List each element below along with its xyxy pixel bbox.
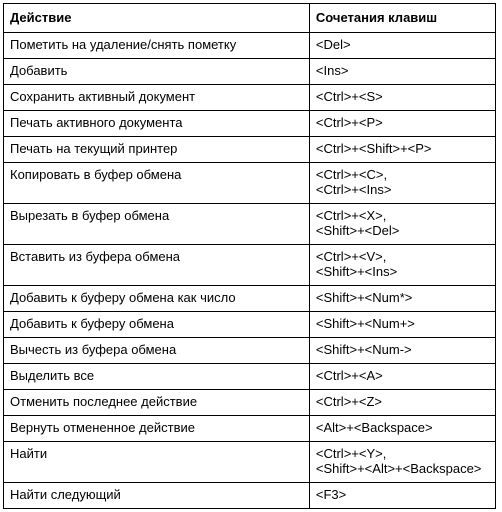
table-row	[4, 416, 496, 442]
shortcuts-table	[3, 3, 496, 509]
table-row	[4, 286, 496, 312]
shortcut-cell: <Ins>	[309, 59, 495, 85]
shortcut-cell: <Ctrl>+<X>, <Shift>+<Del>	[309, 204, 495, 245]
shortcut-cell: <Shift>+<Num*>	[309, 286, 495, 312]
table-row	[4, 204, 496, 245]
shortcut-cell: <Ctrl>+<Z>	[309, 390, 495, 416]
table-row	[4, 483, 496, 509]
table-row	[4, 245, 496, 286]
shortcut-cell: <Ctrl>+<P>	[309, 111, 495, 137]
action-cell: Добавить к буферу обмена	[4, 312, 310, 338]
table-row	[4, 33, 496, 59]
header-shortcut: Сочетания клавиш	[309, 4, 495, 33]
shortcut-cell: <Del>	[309, 33, 495, 59]
shortcut-cell: <Alt>+<Backspace>	[309, 416, 495, 442]
shortcut-cell: <Shift>+<Num->	[309, 338, 495, 364]
shortcut-cell: <Ctrl>+<Y>, <Shift>+<Alt>+<Backspace>	[309, 442, 495, 483]
action-cell: Пометить на удаление/снять пометку	[4, 33, 310, 59]
action-cell: Отменить последнее действие	[4, 390, 310, 416]
action-cell: Сохранить активный документ	[4, 85, 310, 111]
action-cell: Вычесть из буфера обмена	[4, 338, 310, 364]
action-cell: Печать на текущий принтер	[4, 137, 310, 163]
shortcut-cell: <Ctrl>+<S>	[309, 85, 495, 111]
shortcut-cell: <Ctrl>+<C>, <Ctrl>+<Ins>	[309, 163, 495, 204]
table-row	[4, 111, 496, 137]
table-row	[4, 137, 496, 163]
action-cell: Вернуть отмененное действие	[4, 416, 310, 442]
table-header-row	[4, 4, 496, 33]
table-row	[4, 338, 496, 364]
shortcut-cell: <Ctrl>+<V>, <Shift>+<Ins>	[309, 245, 495, 286]
shortcut-cell: <Ctrl>+<A>	[309, 364, 495, 390]
table-row	[4, 85, 496, 111]
action-cell: Добавить	[4, 59, 310, 85]
table-row	[4, 442, 496, 483]
shortcut-cell: <Shift>+<Num+>	[309, 312, 495, 338]
table-row	[4, 364, 496, 390]
action-cell: Найти следующий	[4, 483, 310, 509]
action-cell: Выделить все	[4, 364, 310, 390]
table-row	[4, 312, 496, 338]
header-action: Действие	[4, 4, 310, 33]
shortcut-cell: <F3>	[309, 483, 495, 509]
action-cell: Печать активного документа	[4, 111, 310, 137]
action-cell: Вырезать в буфер обмена	[4, 204, 310, 245]
shortcut-cell: <Ctrl>+<Shift>+<P>	[309, 137, 495, 163]
table-row	[4, 390, 496, 416]
table-row	[4, 163, 496, 204]
action-cell: Вставить из буфера обмена	[4, 245, 310, 286]
action-cell: Найти	[4, 442, 310, 483]
action-cell: Добавить к буферу обмена как число	[4, 286, 310, 312]
action-cell: Копировать в буфер обмена	[4, 163, 310, 204]
table-row	[4, 59, 496, 85]
